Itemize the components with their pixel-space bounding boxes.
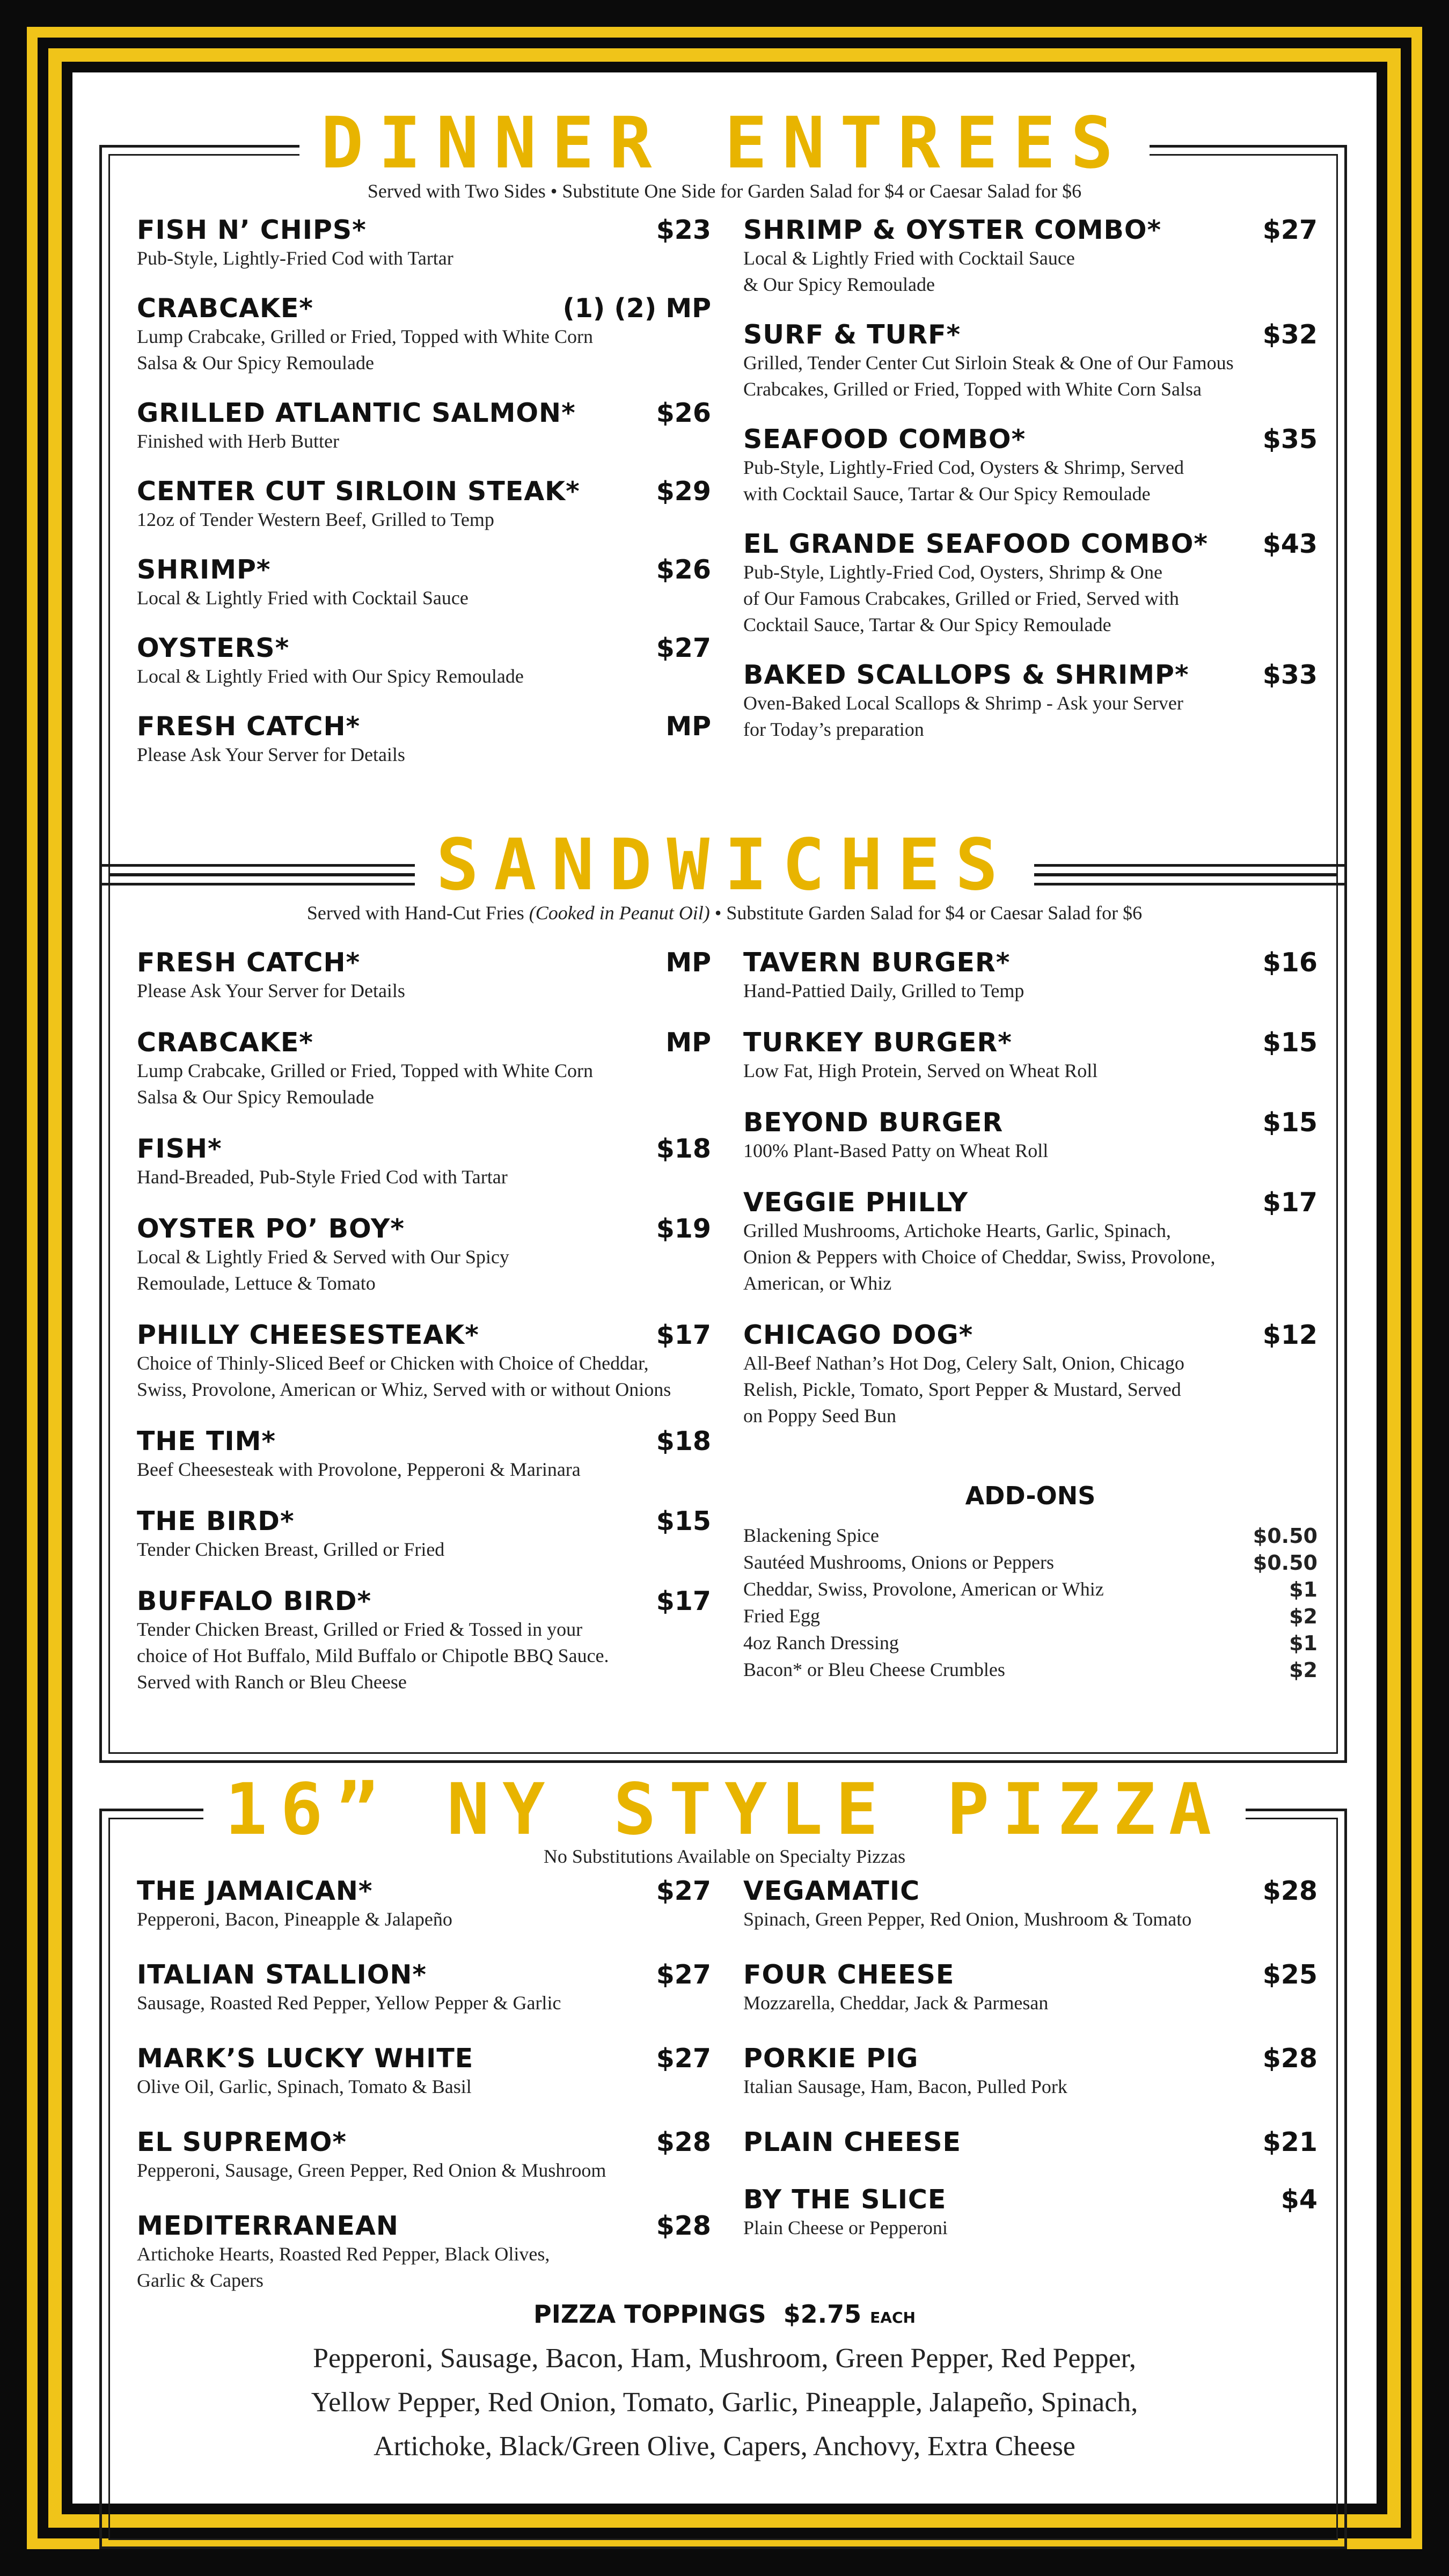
menu-item-description: Salsa & Our Spicy Remoulade — [137, 352, 374, 374]
menu-item-description: on Poppy Seed Bun — [743, 1405, 897, 1426]
menu-item-name: TAVERN BURGER* — [743, 947, 1011, 978]
menu-item-description: Served with Ranch or Bleu Cheese — [137, 1671, 407, 1693]
menu-item-description: Beef Cheesesteak with Provolone, Pepperoni & Marinara — [137, 1459, 581, 1480]
menu-item-name: SEAFOOD COMBO* — [743, 424, 1026, 455]
addon-price: $0.50 — [1253, 1524, 1318, 1548]
menu-item-price: $12 — [1262, 1320, 1318, 1350]
menu-item-price: $25 — [1262, 1959, 1318, 1990]
addon-row — [743, 1551, 1318, 1574]
menu-item-name: VEGAMATIC — [743, 1876, 920, 1906]
menu-item-name: FISH N’ CHIPS* — [137, 215, 367, 245]
addon-row — [743, 1605, 1318, 1627]
menu-item-name: SURF & TURF* — [743, 319, 961, 350]
menu-item-name: EL GRANDE SEAFOOD COMBO* — [743, 529, 1209, 559]
menu-item-description: Pub-Style, Lightly-Fried Cod, Oysters, Shrimp & One — [743, 561, 1162, 583]
menu-item-name: CENTER CUT SIRLOIN STEAK* — [137, 476, 580, 507]
menu-item-description: Hand-Breaded, Pub-Style Fried Cod with Tartar — [137, 1166, 508, 1188]
pizza-toppings-each: EACH — [870, 2309, 916, 2326]
menu-item-description: Sausage, Roasted Red Pepper, Yellow Pepper & Garlic — [137, 1992, 561, 2014]
pizza-toppings-price: $2.75 — [783, 2300, 862, 2329]
menu-item-name: FOUR CHEESE — [743, 1959, 955, 1990]
menu-item-description: Lump Crabcake, Grilled or Fried, Topped with White Corn — [137, 1060, 593, 1081]
menu-item-price: $15 — [1262, 1027, 1318, 1058]
menu-item-name: FISH* — [137, 1133, 222, 1164]
addon-name: Fried Egg — [743, 1605, 820, 1627]
menu-item-price: $32 — [1262, 319, 1318, 350]
menu-item-description: for Today’s preparation — [743, 719, 924, 740]
menu-item — [137, 1133, 711, 1190]
menu-item — [137, 2211, 711, 2294]
menu-item-name: FRESH CATCH* — [137, 711, 361, 742]
menu-item-name: ITALIAN STALLION* — [137, 1959, 427, 1990]
menu-item — [137, 1426, 711, 1483]
menu-item-name: OYSTERS* — [137, 633, 290, 663]
addon-price: $0.50 — [1253, 1551, 1318, 1575]
addon-price: $2 — [1289, 1658, 1318, 1682]
menu-item — [743, 2184, 1318, 2241]
menu-item-description: Please Ask Your Server for Details — [137, 744, 405, 765]
menu-item-description: Grilled Mushrooms, Artichoke Hearts, Garlic, Spinach, — [743, 1220, 1171, 1241]
menu-item — [743, 660, 1318, 743]
menu-item-price: $28 — [656, 2211, 711, 2241]
addon-price: $1 — [1289, 1631, 1318, 1655]
dinner-title-text: DINNER ENTREES — [299, 102, 1150, 185]
menu-item-price: $43 — [1262, 529, 1318, 559]
menu-item-description: 12oz of Tender Western Beef, Grilled to Temp — [137, 509, 494, 530]
menu-item-description: Onion & Peppers with Choice of Cheddar, Swiss, Provolone, — [743, 1246, 1216, 1268]
menu-item — [137, 1213, 711, 1297]
menu-item-description: & Our Spicy Remoulade — [743, 274, 935, 295]
menu-item-name: BY THE SLICE — [743, 2184, 947, 2215]
menu-item-description: Oven-Baked Local Scallops & Shrimp - Ask your Server — [743, 692, 1183, 714]
addon-name: Sautéed Mushrooms, Onions or Peppers — [743, 1552, 1054, 1573]
menu-item — [743, 319, 1318, 402]
menu-item-price: $27 — [1262, 215, 1318, 245]
menu-item-price: $26 — [656, 398, 711, 428]
menu-item-description: Pub-Style, Lightly-Fried Cod, Oysters & Shrimp, Served — [743, 457, 1184, 478]
menu-item — [743, 424, 1318, 507]
menu-item-name: SHRIMP & OYSTER COMBO* — [743, 215, 1162, 245]
menu-item — [743, 1959, 1318, 2016]
pizza-title — [72, 1768, 1377, 1851]
addon-row — [743, 1524, 1318, 1547]
pizza-toppings-line-1: Pepperoni, Sausage, Bacon, Ham, Mushroom, Green Pepper, Red Pepper, — [313, 2343, 1136, 2374]
menu-item-name: FRESH CATCH* — [137, 947, 361, 978]
sandwiches-title — [72, 824, 1377, 906]
menu-item-description: Hand-Pattied Daily, Grilled to Temp — [743, 980, 1024, 1001]
menu-item — [743, 1876, 1318, 1933]
menu-item-name: OYSTER PO’ BOY* — [137, 1213, 405, 1244]
menu-item-description: Local & Lightly Fried & Served with Our Spicy — [137, 1246, 509, 1268]
menu-item-description: Olive Oil, Garlic, Spinach, Tomato & Basil — [137, 2076, 472, 2097]
menu-item-description: Pepperoni, Bacon, Pineapple & Jalapeño — [137, 1908, 452, 1930]
sandwiches-title-text: SANDWICHES — [415, 824, 1035, 906]
sandwiches-subtitle-italic: (Cooked in Peanut Oil) — [529, 902, 710, 924]
menu-item-description: Garlic & Capers — [137, 2270, 264, 2291]
menu-item-price: $28 — [1262, 2043, 1318, 2074]
menu-item-description: Local & Lightly Fried with Cocktail Sauce — [137, 587, 469, 609]
menu-item-price: $28 — [656, 2127, 711, 2157]
menu-item-price: $15 — [1262, 1107, 1318, 1138]
menu-item — [137, 2127, 711, 2184]
menu-item-price: $29 — [656, 476, 711, 507]
menu-item — [137, 1586, 711, 1695]
menu-item — [137, 1959, 711, 2016]
menu-item-name: BAKED SCALLOPS & SHRIMP* — [743, 660, 1189, 690]
menu-item — [137, 398, 711, 455]
addon-row — [743, 1658, 1318, 1681]
menu-item-price: $27 — [656, 1876, 711, 1906]
menu-item — [137, 215, 711, 272]
menu-item-description: Remoulade, Lettuce & Tomato — [137, 1272, 376, 1294]
menu-item-name: THE TIM* — [137, 1426, 276, 1457]
menu-item-price: $21 — [1262, 2127, 1318, 2157]
menu-item-price: MP — [665, 711, 711, 742]
addon-row — [743, 1578, 1318, 1600]
menu-item-description: Swiss, Provolone, American or Whiz, Served with or without Onions — [137, 1379, 671, 1400]
menu-item-description: Cocktail Sauce, Tartar & Our Spicy Remoulade — [743, 614, 1111, 635]
addon-name: Blackening Spice — [743, 1525, 879, 1546]
menu-item-price: $28 — [1262, 1876, 1318, 1906]
menu-item — [137, 1027, 711, 1110]
menu-item-description: Italian Sausage, Ham, Bacon, Pulled Pork — [743, 2076, 1067, 2097]
menu-item-name: TURKEY BURGER* — [743, 1027, 1012, 1058]
menu-page — [72, 72, 1377, 2504]
menu-item-description: Pepperoni, Sausage, Green Pepper, Red Onion & Mushroom — [137, 2160, 606, 2181]
addon-name: Cheddar, Swiss, Provolone, American or Whiz — [743, 1578, 1104, 1600]
menu-item — [743, 215, 1318, 298]
menu-item-name: PHILLY CHEESESTEAK* — [137, 1320, 479, 1350]
menu-item-price: $35 — [1262, 424, 1318, 455]
menu-item-name: CHICAGO DOG* — [743, 1320, 974, 1350]
menu-item-name: VEGGIE PHILLY — [743, 1187, 969, 1218]
menu-item-description: Lump Crabcake, Grilled or Fried, Topped with White Corn — [137, 326, 593, 347]
menu-item — [743, 1320, 1318, 1429]
menu-item-price: MP — [665, 1027, 711, 1058]
menu-item-name: MARK’S LUCKY WHITE — [137, 2043, 474, 2074]
menu-item — [137, 947, 711, 1004]
addon-price: $1 — [1289, 1578, 1318, 1601]
menu-item — [137, 554, 711, 611]
menu-item-price: $18 — [656, 1426, 711, 1457]
dinner-subtitle: Served with Two Sides • Substitute One Side for Garden Salad for $4 or Caesar Salad for $6 — [367, 180, 1082, 202]
menu-item-description: Grilled, Tender Center Cut Sirloin Steak & One of Our Famous — [743, 352, 1234, 374]
menu-item-description: Pub-Style, Lightly-Fried Cod with Tartar — [137, 247, 453, 269]
menu-item-description: 100% Plant-Based Patty on Wheat Roll — [743, 1140, 1049, 1161]
pizza-toppings-heading — [72, 2300, 1377, 2329]
pizza-title-text: 16” NY STYLE PIZZA — [203, 1768, 1246, 1851]
menu-item-price: $27 — [656, 2043, 711, 2074]
menu-item — [743, 947, 1318, 1004]
sandwiches-subtitle-a: Served with Hand-Cut Fries — [306, 902, 529, 924]
pizza-toppings-line-3: Artichoke, Black/Green Olive, Capers, Anchovy, Extra Cheese — [374, 2431, 1075, 2462]
menu-item — [743, 1027, 1318, 1084]
menu-item-description: All-Beef Nathan’s Hot Dog, Celery Salt, Onion, Chicago — [743, 1352, 1184, 1374]
menu-item — [137, 711, 711, 768]
menu-item-name: BUFFALO BIRD* — [137, 1586, 372, 1616]
menu-item-description: Please Ask Your Server for Details — [137, 980, 405, 1001]
menu-item-description: Salsa & Our Spicy Remoulade — [137, 1086, 374, 1108]
menu-item — [137, 293, 711, 376]
menu-item-price: MP — [665, 947, 711, 978]
menu-item-description: Choice of Thinly-Sliced Beef or Chicken with Choice of Cheddar, — [137, 1352, 649, 1374]
menu-item-price: $17 — [656, 1586, 711, 1616]
menu-item — [137, 1320, 711, 1403]
menu-item-name: PORKIE PIG — [743, 2043, 919, 2074]
addon-price: $2 — [1289, 1605, 1318, 1628]
menu-item-description: Local & Lightly Fried with Our Spicy Remoulade — [137, 665, 524, 687]
menu-item-price: $18 — [656, 1133, 711, 1164]
sandwiches-subtitle-c: • Substitute Garden Salad for $4 or Caesar Salad for $6 — [709, 902, 1143, 924]
menu-item-name: PLAIN CHEESE — [743, 2127, 962, 2157]
menu-item-name: CRABCAKE* — [137, 293, 313, 324]
menu-item — [743, 1187, 1318, 1297]
menu-item-name: GRILLED ATLANTIC SALMON* — [137, 398, 576, 428]
menu-item-name: CRABCAKE* — [137, 1027, 313, 1058]
menu-item-description: Tender Chicken Breast, Grilled or Fried — [137, 1539, 445, 1560]
menu-item-price: $16 — [1262, 947, 1318, 978]
menu-item — [743, 1107, 1318, 1164]
menu-item-description: Crabcakes, Grilled or Fried, Topped with White Corn Salsa — [743, 378, 1202, 400]
menu-item-name: MEDITERRANEAN — [137, 2211, 399, 2241]
menu-item-description: Finished with Herb Butter — [137, 430, 339, 452]
dinner-title — [72, 102, 1377, 185]
menu-item-description: of Our Famous Crabcakes, Grilled or Fried, Served with — [743, 588, 1179, 609]
menu-item — [137, 1876, 711, 1933]
menu-item-name: THE BIRD* — [137, 1506, 295, 1536]
menu-item-description: Mozzarella, Cheddar, Jack & Parmesan — [743, 1992, 1049, 2014]
pizza-subtitle: No Substitutions Available on Specialty Pizzas — [543, 1846, 906, 1867]
menu-item-name: BEYOND BURGER — [743, 1107, 1004, 1138]
menu-item-price: $33 — [1262, 660, 1318, 690]
addon-name: Bacon* or Bleu Cheese Crumbles — [743, 1659, 1005, 1680]
menu-item-description: Artichoke Hearts, Roasted Red Pepper, Black Olives, — [137, 2243, 550, 2265]
addons-title: ADD-ONS — [965, 1481, 1096, 1510]
pizza-toppings-line-2: Yellow Pepper, Red Onion, Tomato, Garlic, Pineapple, Jalapeño, Spinach, — [311, 2387, 1138, 2418]
menu-item — [137, 2043, 711, 2100]
menu-item-description: Plain Cheese or Pepperoni — [743, 2217, 948, 2238]
menu-item-price: $19 — [656, 1213, 711, 1244]
menu-item-price: $15 — [656, 1506, 711, 1536]
menu-item-price: $17 — [656, 1320, 711, 1350]
menu-item — [743, 529, 1318, 638]
sandwiches-subtitle — [72, 902, 1377, 924]
menu-item-description: Relish, Pickle, Tomato, Sport Pepper & Mustard, Served — [743, 1379, 1181, 1400]
menu-item-price: $4 — [1280, 2184, 1318, 2215]
pizza-toppings-label: PIZZA TOPPINGS — [533, 2300, 766, 2329]
addon-row — [743, 1631, 1318, 1654]
menu-item — [743, 2043, 1318, 2100]
menu-item-description: Low Fat, High Protein, Served on Wheat Roll — [743, 1060, 1098, 1081]
menu-item — [743, 2127, 1318, 2157]
menu-item-description: Tender Chicken Breast, Grilled or Fried & Tossed in your — [137, 1619, 583, 1640]
menu-item — [137, 633, 711, 690]
menu-item-description: American, or Whiz — [743, 1272, 892, 1294]
menu-item — [137, 476, 711, 533]
menu-item-name: THE JAMAICAN* — [137, 1876, 373, 1906]
addon-name: 4oz Ranch Dressing — [743, 1632, 899, 1653]
menu-item-price: $23 — [656, 215, 711, 245]
menu-item-price: $26 — [656, 554, 711, 585]
menu-item — [137, 1506, 711, 1563]
menu-item-description: Local & Lightly Fried with Cocktail Sauce — [743, 247, 1075, 269]
menu-item-name: EL SUPREMO* — [137, 2127, 347, 2157]
menu-item-price: $17 — [1262, 1187, 1318, 1218]
menu-item-price: $27 — [656, 633, 711, 663]
menu-item-name: SHRIMP* — [137, 554, 271, 585]
menu-item-description: Spinach, Green Pepper, Red Onion, Mushroom & Tomato — [743, 1908, 1192, 1930]
menu-item-price: $27 — [656, 1959, 711, 1990]
menu-item-price: (1) (2) MP — [562, 293, 711, 324]
menu-item-description: choice of Hot Buffalo, Mild Buffalo or Chipotle BBQ Sauce. — [137, 1645, 609, 1666]
menu-item-description: with Cocktail Sauce, Tartar & Our Spicy Remoulade — [743, 483, 1151, 504]
